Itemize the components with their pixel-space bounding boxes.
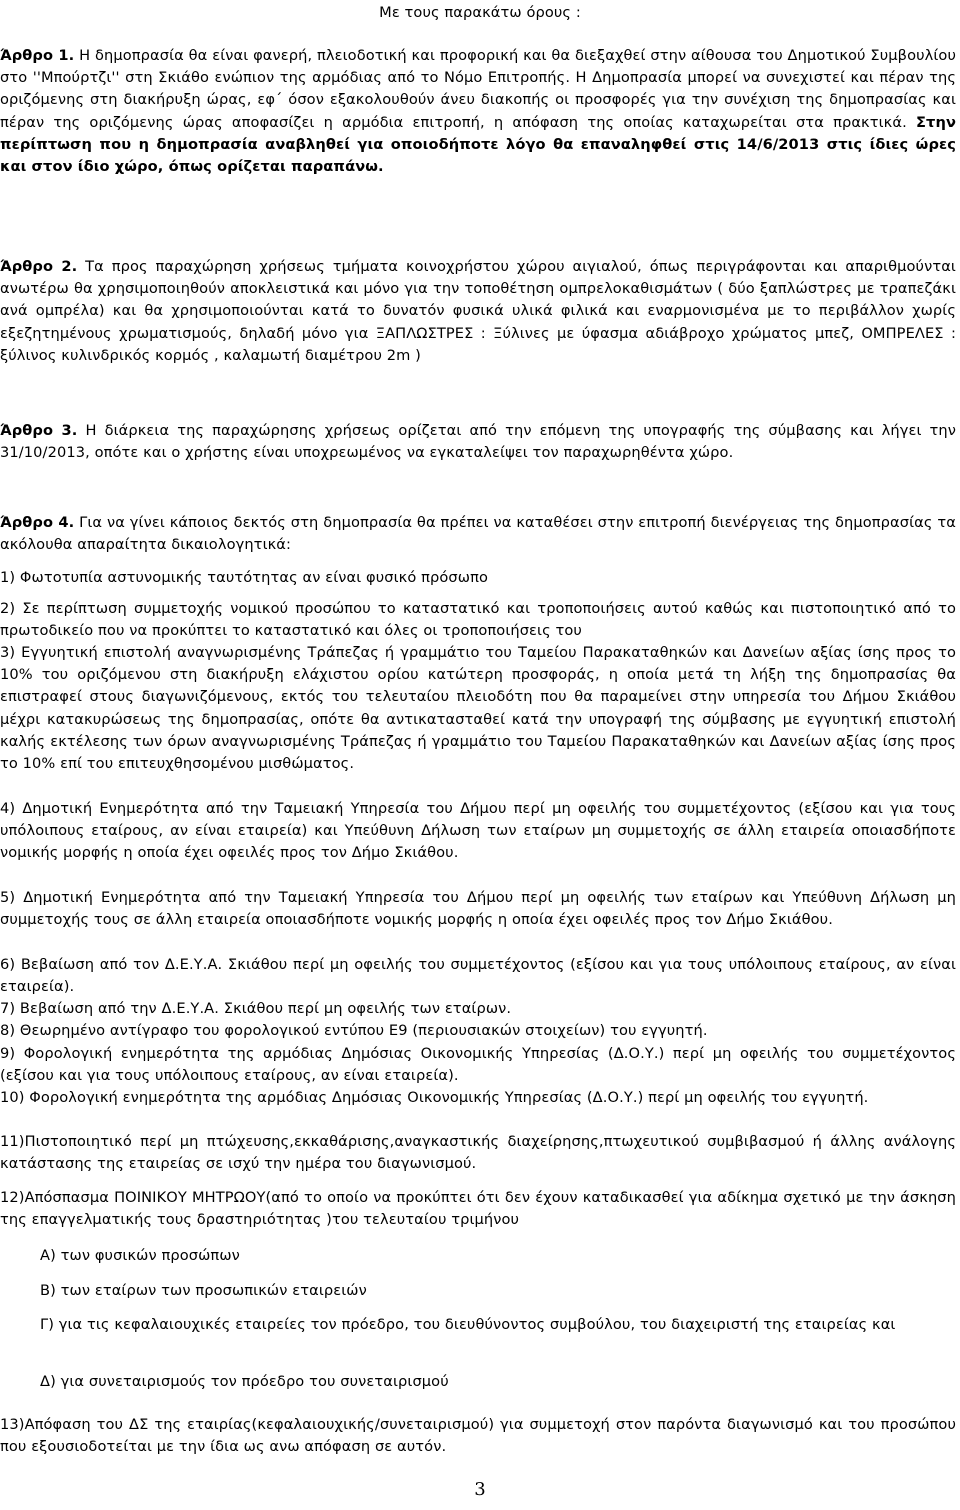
article-4-text: Για να γίνει κάποιος δεκτός στη δημοπρασία θα πρέπει να καταθέσει στην επιτροπή διενέργειας της δημοπρασίας τα ακόλουθα απαραίτητα δικαιολογητικά: <box>0 514 956 554</box>
article-4-heading: Άρθρο 4. <box>0 514 75 531</box>
list-item-10: 10) Φορολογική ενημερότητα της αρμόδιας Δημόσιας Οικονομικής Υπηρεσίας (Δ.Ο.Υ.) περί μη οφειλής του εγγυητή. <box>0 1089 869 1106</box>
list-item-6: 6) Βεβαίωση από τον Δ.Ε.Υ.Α. Σκιάθου περί μη οφειλής του συμμετέχοντος (εξίσου και για τους υπόλοιπους εταίρους, αν είναι εταιρεία). <box>0 956 956 996</box>
article-1 <box>0 45 956 178</box>
intro-line: Με τους παρακάτω όρους : <box>379 4 581 21</box>
list-item-3: 3) Εγγυητική επιστολή αναγνωρισμένης Τράπεζας ή γραμμάτιο του Ταμείου Παρακαταθηκών και Δανείων αξίας ίσης προς το 10% του οριζόμενου στη διακήρυξη ελάχιστου ορίου κατώτερη προσφοράς, η οποία μετά τη λήξη της δημοπρασίας θα επιστραφεί στους διαγωνιζόμενους, εκτός του τελευταίου πλειοδότη που θα παραμείνει στην υπηρεσία του Δήμου Σκιάθου μέχρι κατακυρώσεως της δημοπρασίας, οπότε θα αντικατασταθεί κατά την υπογραφή της σύμβασης με εγγυητική επιστολή καλής εκτέλεσης των όρων αναγνωρισμένης Τράπεζας ή γραμμάτιο του Ταμείου Παρακαταθηκών και Δανείων αξίας ίσης προς το 10% επί του επιτευχθησομένου μισθώματος. <box>0 644 956 773</box>
article-1-heading: Άρθρο 1. <box>0 47 75 64</box>
list-item-1: 1) Φωτοτυπία αστυνομικής ταυτότητας αν είναι φυσικό πρόσωπο <box>0 569 488 586</box>
list-item-12: 12)Απόσπασμα ΠΟΙΝΙΚΟΥ ΜΗΤΡΩΟΥ(από το οποίο να προκύπτει ότι δεν έχουν καταδικασθεί για αδίκημα σχετικό με την άσκηση της επαγγελματικής τους δραστηριότητας )του τελευταίου τριμήνου <box>0 1189 956 1229</box>
article-3-text: Η διάρκεια της παραχώρησης χρήσεως ορίζεται από την επόμενη της υπογραφής της σύμβασης και λήγει την 31/10/2013, οπότε και ο χρήστης είναι υποχρεωμένος να εγκαταλείψει τον παραχωρηθέντα χώρο. <box>0 422 956 462</box>
list-item-7: 7) Βεβαίωση από την Δ.Ε.Υ.Α. Σκιάθου περί μη οφειλής των εταίρων. <box>0 1000 512 1017</box>
article-1-text-1: Η δημοπρασία θα είναι φανερή, πλειοδοτική και προφορική και θα διεξαχθεί στην αίθουσα του Δημοτικού Συμβουλίου στο ''Μπούρτζι'' στη Σκιάθο ενώπιον της αρμόδιας από το Νόμο Επιτροπής. <box>0 47 957 87</box>
article-1-text-3: Στην περίπτωση που η δημοπρασία αναβληθεί για οποιοδήποτε λόγο θα επαναληφθεί στις 14/6/2013 στις ίδιες ώρες και στον ίδιο χώρο, όπως ορίζεται παραπάνω. <box>0 113 956 176</box>
list-item-8: 8) Θεωρημένο αντίγραφο του φορολογικού εντύπου Ε9 (περιουσιακών στοιχείων) του εγγυητή. <box>0 1022 708 1039</box>
article-3-heading: Άρθρο 3. <box>0 422 78 439</box>
list-item-5: 5) Δημοτική Ενημερότητα από την Ταμειακή Υπηρεσία του Δήμου περί μη οφειλής των εταίρων και Υπεύθυνη Δήλωση μη συμμετοχής τους σε άλλη εταιρεία οποιασδήποτε νομικής μορφής η οποία έχει οφειλές προς τον Δήμο Σκιάθου. <box>0 889 956 929</box>
article-3 <box>0 420 956 464</box>
article-2-heading: Άρθρο 2. <box>0 258 78 275</box>
article-2 <box>0 256 956 367</box>
page-number: 3 <box>474 1479 486 1500</box>
sub-item-d: Δ) για συνεταιρισμούς τον πρόεδρο του συνεταιρισμού <box>40 1373 449 1390</box>
list-item-13: 13)Απόφαση του ΔΣ της εταιρίας(κεφαλαιουχικής/συνεταιρισμού) για συμμετοχή στον παρόντα διαγωνισμό και του προσώπου που εξουσιοδοτείται με την ίδια ως ανω απόφαση σε αυτόν. <box>0 1416 956 1456</box>
article-4 <box>0 512 956 556</box>
article-2-text: Τα προς παραχώρηση χρήσεως τμήματα κοινοχρήστου χώρου αιγιαλού, όπως περιγράφονται και απαριθμούνται ανωτέρω θα χρησιμοποιηθούν αποκλειστικά και μόνο για την τοποθέτηση ομπρελοκαθισμάτων ( δύο ξαπλώστρες με τραπεζάκι ανά ομπρέλα) και θα χρησιμοποιούνται κατά το δυνατόν φυσικά υλικά φιλικά και εναρμονισμένα με το περιβάλλον χωρίς εξεζητημένους χρωματισμούς, δηλαδή μόνο για ΞΑΠΛΩΣΤΡΕΣ : Ξύλινες με ύφασμα αδιάβροχο χρώματος μπεζ, ΟΜΠΡΕΛΕΣ : ξύλινος κυλινδρικός κορμός , καλαμωτή διαμέτρου 2m ) <box>0 258 956 364</box>
list-item-2: 2) Σε περίπτωση συμμετοχής νομικού προσώπου το καταστατικό και τροποποιήσεις αυτού καθώς και πιστοποιητικό από το πρωτοδικείο που να προκύπτει το καταστατικό και όλες οι τροποποιήσεις του <box>0 600 956 640</box>
sub-item-a: Α) των φυσικών προσώπων <box>40 1247 240 1264</box>
list-item-9: 9) Φορολογική ενημερότητα της αρμόδιας Δημόσιας Οικονομικής Υπηρεσίας (Δ.Ο.Υ.) περί μη οφειλής του συμμετέχοντος (εξίσου και για τους υπόλοιπους εταίρους, αν είναι εταιρεία). <box>0 1045 956 1085</box>
list-item-4: 4) Δημοτική Ενημερότητα από την Ταμειακή Υπηρεσία του Δήμου περί μη οφειλής του συμμετέχοντος (εξίσου και για τους υπόλοιπους εταίρους, αν είναι εταιρεία) και Υπεύθυνη Δήλωση των εταίρων μη συμμετοχής σε άλλη εταιρεία οποιασδήποτε νομικής μορφής η οποία έχει οφειλές προς τον Δήμο Σκιάθου. <box>0 800 956 862</box>
sub-item-b: Β) των εταίρων των προσωπικών εταιρειών <box>40 1282 367 1299</box>
article-1-text-2: Η Δημοπρασία μπορεί να συνεχιστεί και πέραν της οριζόμενης στη διακήρυξη ώρας, εφ΄ όσον εξακολουθούν άνευ διακοπής οι προσφορές για την συνέχιση της δημοπρασίας και πέραν της οριζόμενης ώρας αποφασίζει η αρμόδια επιτροπή, η απόφαση της οποίας καταχωρείται στα πρακτικά. <box>0 69 956 131</box>
list-item-11: 11)Πιστοποιητικό περί μη πτώχευσης,εκκαθάρισης,αναγκαστικής διαχείρησης,πτωχευτικού συμβιβασμού ή άλλης ανάλογης κατάστασης της εταιρείας σε ισχύ την ημέρα του διαγωνισμού. <box>0 1133 956 1173</box>
sub-item-c: Γ) για τις κεφαλαιουχικές εταιρείες τον πρόεδρο, του διευθύνοντος συμβούλου, του διαχειριστή της εταιρείας και <box>40 1316 896 1333</box>
